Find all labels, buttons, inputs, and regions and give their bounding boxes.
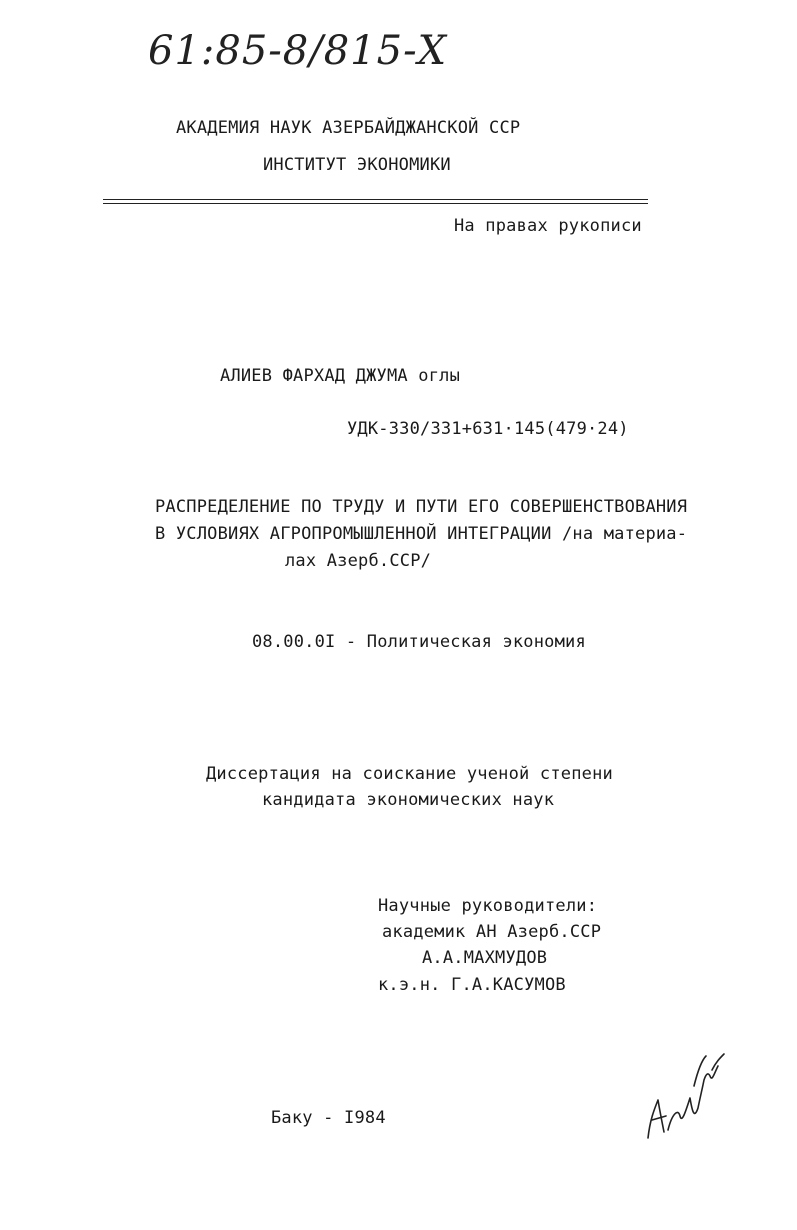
supervisor-2-name: к.э.н. Г.А.КАСУМОВ [378,975,566,995]
rights-note: На правах рукописи [454,216,642,236]
place-and-year: Баку - I984 [271,1108,386,1128]
supervisors-heading: Научные руководители: [378,896,598,916]
academy-name: АКАДЕМИЯ НАУК АЗЕРБАЙДЖАНСКОЙ ССР [176,118,521,138]
handwritten-signature [642,1050,727,1149]
udc-code: УДК-330/331+631·145(479·24) [347,419,629,439]
title-line-3: лах Азерб.ССР/ [285,551,432,571]
degree-statement-line-2: кандидата экономических наук [262,790,555,810]
header-divider-bottom [103,203,648,204]
header-divider-top [103,199,648,200]
title-line-2: В УСЛОВИЯХ АГРОПРОМЫШЛЕННОЙ ИНТЕГРАЦИИ /на материа- [155,524,688,544]
signature-scribble [642,1050,727,1145]
supervisor-1-name: А.А.МАХМУДОВ [422,948,548,968]
specialty-code: 08.00.0I - Политическая экономия [252,632,586,652]
institute-name: ИНСТИТУТ ЭКОНОМИКИ [263,155,451,175]
handwritten-catalog-code: 61:85-8/815-Х [148,28,448,74]
title-line-1: РАСПРЕДЕЛЕНИЕ ПО ТРУДУ И ПУТИ ЕГО СОВЕРШЕНСТВОВАНИЯ [155,497,688,517]
degree-statement-line-1: Диссертация на соискание ученой степени [206,764,613,784]
author-name: АЛИЕВ ФАРХАД ДЖУМА оглы [220,366,461,386]
supervisor-title: академик АН Азерб.ССР [382,922,602,942]
